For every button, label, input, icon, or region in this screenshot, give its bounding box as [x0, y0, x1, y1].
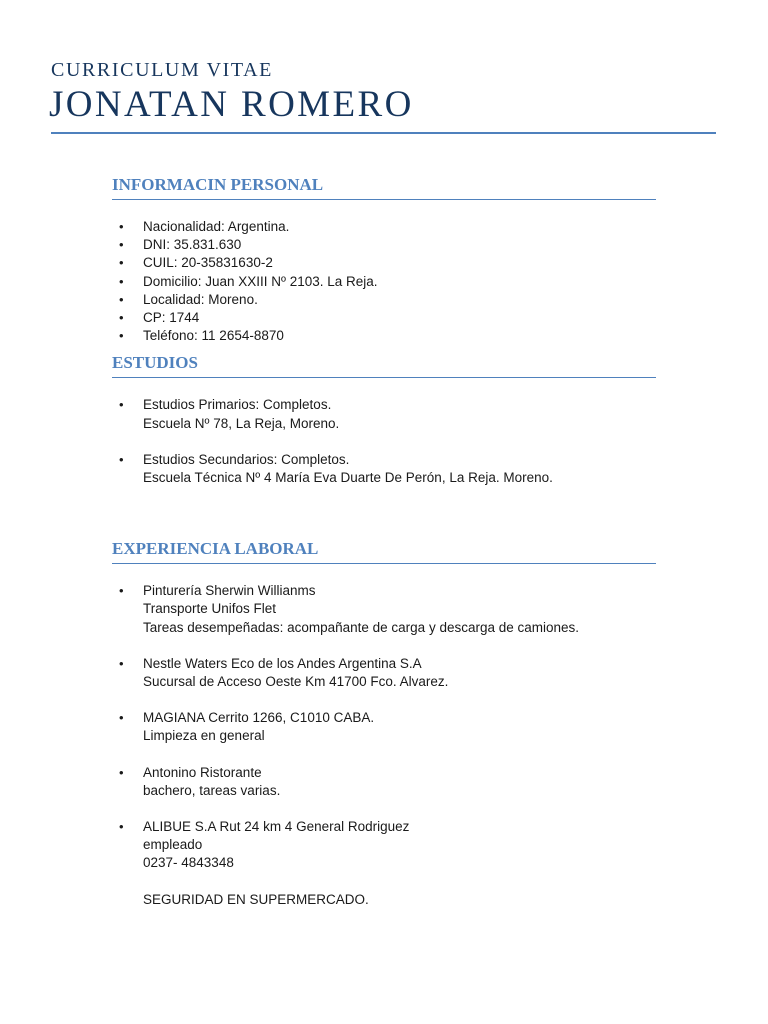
study-school: Escuela Nº 78, La Reja, Moreno.	[143, 415, 340, 431]
section-title-studies: ESTUDIOS	[112, 353, 656, 378]
personal-info-text: Teléfono: 11 2654-8870	[143, 328, 284, 344]
job-employer: Pinturería Sherwin Willianms	[143, 583, 316, 599]
bullet-icon: •	[119, 451, 124, 467]
list-item	[112, 309, 656, 327]
bullet-icon: •	[119, 764, 124, 780]
bullet-icon: •	[119, 328, 124, 344]
job-detail: empleado	[143, 837, 203, 853]
job-employer: ALIBUE S.A Rut 24 km 4 General Rodriguez	[143, 819, 410, 835]
section-personal-info	[112, 175, 656, 345]
personal-info-text: Localidad: Moreno.	[143, 291, 258, 307]
section-work-experience	[112, 539, 656, 909]
personal-info-text: CP: 1744	[143, 310, 200, 326]
list-item	[112, 273, 656, 291]
job-employer: Nestle Waters Eco de los Andes Argentina S.A	[143, 655, 422, 671]
job-detail: Sucursal de Acceso Oeste Km 41700 Fco. Alvarez.	[143, 674, 449, 690]
personal-info-text: Domicilio: Juan XXIII Nº 2103. La Reja.	[143, 273, 378, 289]
list-item	[112, 764, 656, 800]
study-level: Estudios Secundarios: Completos.	[143, 451, 350, 467]
job-phone: 0237- 4843348	[143, 855, 234, 871]
list-item	[112, 327, 656, 345]
study-school: Escuela Técnica Nº 4 María Eva Duarte De Perón, La Reja. Moreno.	[143, 470, 553, 486]
section-title-work-experience: EXPERIENCIA LABORAL	[112, 539, 656, 564]
section-studies	[112, 353, 656, 487]
job-detail: Tareas desempeñadas: acompañante de carga y descarga de camiones.	[143, 619, 580, 635]
list-item	[112, 451, 656, 487]
list-item	[112, 655, 656, 691]
list-item	[112, 818, 656, 909]
study-level: Estudios Primarios: Completos.	[143, 397, 332, 413]
job-employer: MAGIANA Cerrito 1266, C1010 CABA.	[143, 710, 375, 726]
bullet-icon: •	[119, 219, 124, 234]
list-item	[112, 254, 656, 272]
bullet-icon: •	[119, 819, 124, 835]
personal-info-text: Nacionalidad: Argentina.	[143, 219, 290, 234]
studies-list	[112, 396, 656, 487]
job-employer: Antonino Ristorante	[143, 764, 262, 780]
bullet-icon: •	[119, 310, 124, 326]
list-item	[112, 582, 656, 637]
job-detail: SEGURIDAD EN SUPERMERCADO.	[143, 891, 369, 907]
cv-body	[112, 175, 656, 909]
job-detail: bachero, tareas varias.	[143, 782, 281, 798]
bullet-icon: •	[119, 583, 124, 599]
bullet-icon: •	[119, 655, 124, 671]
candidate-name: JONATAN ROMERO	[49, 84, 414, 125]
personal-info-list	[112, 218, 656, 345]
bullet-icon: •	[119, 397, 124, 413]
list-item	[112, 396, 656, 432]
job-detail: Transporte Unifos Flet	[143, 601, 277, 617]
blank-line	[143, 873, 656, 891]
header-divider	[51, 132, 716, 134]
work-experience-list	[112, 582, 656, 909]
list-item	[112, 218, 656, 236]
cv-header	[51, 58, 716, 134]
bullet-icon: •	[119, 237, 124, 253]
bullet-icon: •	[119, 291, 124, 307]
list-item	[112, 709, 656, 745]
bullet-icon: •	[119, 273, 124, 289]
personal-info-text: DNI: 35.831.630	[143, 237, 242, 253]
list-item	[112, 291, 656, 309]
bullet-icon: •	[119, 255, 124, 271]
bullet-icon: •	[119, 710, 124, 726]
personal-info-text: CUIL: 20-35831630-2	[143, 255, 273, 271]
job-detail: Limpieza en general	[143, 728, 265, 744]
section-title-personal-info: INFORMACIN PERSONAL	[112, 175, 656, 200]
list-item	[112, 236, 656, 254]
document-label: CURRICULUM VITAE	[51, 59, 273, 81]
